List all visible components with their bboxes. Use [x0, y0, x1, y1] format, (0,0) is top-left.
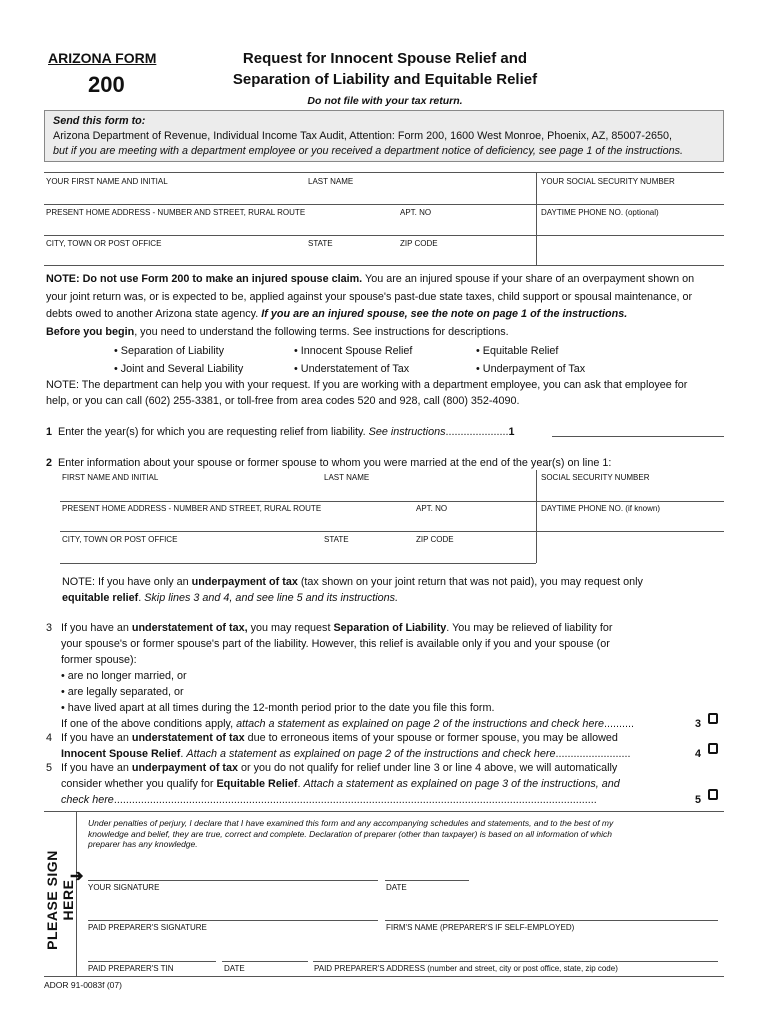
send-to-box — [44, 110, 724, 162]
term-item: • Understatement of Tax — [294, 363, 410, 375]
note-bold: NOTE: Do not use Form 200 to make an injured spouse claim. — [46, 273, 363, 285]
send-note: but if you are meeting with a department employee or you received a department notice of deficiency, see page 1 of the instructions. — [53, 145, 683, 157]
form-number: 200 — [88, 72, 125, 97]
section-divider — [44, 811, 724, 812]
ssn-field[interactable]: YOUR SOCIAL SECURITY NUMBER — [541, 177, 675, 186]
line-3-text: you may request — [247, 622, 334, 634]
term-item: • Innocent Spouse Relief — [294, 345, 413, 357]
perjury-statement — [88, 818, 724, 850]
term-item: • Joint and Several Liability — [114, 363, 244, 375]
line-number: 2 — [46, 457, 53, 469]
send-heading: Send this form to: — [53, 115, 146, 127]
line-5 — [61, 760, 701, 808]
term-item: • Separation of Liability — [114, 345, 225, 357]
before-you-begin: Before you begin — [46, 325, 135, 338]
last-name-field[interactable]: LAST NAME — [308, 177, 354, 186]
section-divider — [44, 976, 724, 977]
line-1 — [46, 424, 546, 440]
injured-spouse-note — [46, 271, 736, 341]
first-name-field[interactable]: YOUR FIRST NAME AND INITIAL — [46, 177, 168, 186]
spouse-ssn-field[interactable]: SOCIAL SECURITY NUMBER — [541, 473, 650, 482]
line-1-italic: See instructions — [368, 426, 446, 438]
line-3-text: If you have an — [61, 622, 132, 634]
date-line[interactable] — [385, 880, 469, 881]
date-line[interactable] — [222, 961, 308, 962]
form-subtitle: Do not file with your tax return. — [307, 95, 463, 107]
grid-line — [60, 563, 536, 564]
before-text: , you need to understand the following terms. See instructions for descriptions. — [134, 325, 509, 338]
grid-line — [44, 204, 724, 205]
line-5-text: If you have an — [61, 762, 132, 774]
line-2 — [46, 455, 736, 471]
condition-item: • are legally separated, or — [61, 686, 184, 698]
ptin-line[interactable] — [88, 961, 216, 962]
spouse-zip-field[interactable]: ZIP CODE — [416, 535, 454, 544]
leader-dots: ................................................................................................................................................................. — [113, 794, 597, 806]
address-field[interactable]: PRESENT HOME ADDRESS - NUMBER AND STREET, RURAL ROUTE — [46, 208, 306, 217]
line-3-text: . You may be relieved of liability for — [446, 622, 613, 634]
your-signature-label: YOUR SIGNATURE — [88, 883, 160, 892]
date-label: DATE — [224, 964, 245, 973]
line-4-bold: understatement of tax — [131, 732, 245, 744]
help-line: help, or you can call (602) 255-3381, or toll-free from area codes 520 and 928, call (800) 352-4090. — [46, 395, 520, 407]
grid-divider — [536, 172, 537, 265]
perjury-line: Under penalties of perjury, I declare that I have examined this form and any accompanying schedules and statements, and to the best of my — [88, 818, 614, 828]
note-italic: Skip lines 3 and 4, and see line 5 and its instructions. — [144, 592, 399, 604]
your-signature-line[interactable] — [88, 880, 378, 881]
grid-line — [44, 235, 724, 236]
line-4-checkbox[interactable] — [708, 743, 718, 754]
state-field[interactable]: STATE — [308, 239, 333, 248]
spouse-first-name-field[interactable]: FIRST NAME AND INITIAL — [62, 473, 159, 482]
line-ref: 1 — [508, 426, 515, 438]
zip-field[interactable]: ZIP CODE — [400, 239, 438, 248]
line-4-text: due to erroneous items of your spouse or former spouse, you may be allowed — [244, 732, 618, 744]
line-number: 3 — [46, 622, 53, 634]
perjury-line: knowledge and belief, they are true, correct and complete. Declaration of preparer (other than taxpayer) is based on all information of which — [88, 828, 612, 839]
underpayment-note — [62, 574, 722, 606]
line-ref: 5 — [695, 794, 702, 806]
line-4-italic: Attach a statement as explained on page 2 of the instructions and check here — [186, 748, 556, 760]
note-text: You are an injured spouse if your share of an overpayment shown on — [362, 273, 695, 285]
note-text: . — [138, 592, 145, 604]
leader-dots: ..................... — [445, 426, 509, 438]
line-3-bold: understatement of tax, — [131, 622, 248, 634]
grid-line — [60, 501, 724, 502]
term-item: • Underpayment of Tax — [476, 363, 586, 375]
line-4-bold: Innocent Spouse Relief — [61, 748, 181, 760]
arrow-icon: ➔ — [70, 868, 84, 885]
line-5-italic: check here — [61, 794, 114, 806]
note-text: NOTE: If you have only an — [62, 576, 192, 588]
send-address: Arizona Department of Revenue, Individual Income Tax Audit, Attention: Form 200, 1600 West Monroe, Phoenix, AZ, 85007-2650, — [53, 130, 672, 142]
date-label: DATE — [386, 883, 407, 892]
form-code: ADOR 91-0083f (07) — [44, 980, 122, 990]
perjury-line: preparer has any knowledge. — [88, 839, 198, 849]
note-text: debts owed to another Arizona state agency. — [46, 308, 262, 320]
preparer-signature-label: PAID PREPARER'S SIGNATURE — [88, 923, 207, 932]
phone-field[interactable]: DAYTIME PHONE NO. (optional) — [541, 208, 659, 217]
apt-field[interactable]: APT. NO — [400, 208, 432, 217]
help-note — [46, 377, 736, 409]
line-5-italic: Attach a statement as explained on page 3 of the instructions, and — [303, 778, 620, 790]
line-number: 4 — [46, 732, 53, 744]
line-3-text: former spouse): — [61, 654, 137, 666]
leader-dots: ......................... — [555, 748, 631, 760]
title-line-2: Separation of Liability and Equitable Relief — [232, 71, 538, 88]
spouse-phone-field[interactable]: DAYTIME PHONE NO. (if known) — [541, 504, 660, 513]
grid-divider — [536, 470, 537, 563]
line-4-text: . — [180, 748, 187, 760]
line-number: 5 — [46, 762, 53, 774]
grid-line — [44, 172, 724, 173]
condition-item: • have lived apart at all times during the 12-month period prior to the date you file this form. — [61, 702, 495, 714]
sign-here-text: PLEASE SIGN HERE — [44, 850, 76, 950]
sign-divider — [76, 811, 77, 976]
title-line-1: Request for Innocent Spouse Relief and — [242, 50, 528, 67]
line-3-text: If one of the above conditions apply, — [61, 718, 237, 730]
line-3 — [61, 620, 701, 732]
preparer-address-label: PAID PREPARER'S ADDRESS (number and street, city or post office, state, zip code) — [314, 964, 618, 973]
line-ref: 4 — [695, 748, 702, 760]
line-3-bold: Separation of Liability — [333, 622, 447, 634]
ptin-label: PAID PREPARER'S TIN — [88, 964, 174, 973]
line-3-checkbox[interactable] — [708, 713, 718, 724]
line-5-text: consider whether you qualify for — [61, 778, 217, 790]
line-2-text: Enter information about your spouse or former spouse to whom you were married at the end of the year(s) on line 1: — [58, 457, 612, 469]
city-field[interactable]: CITY, TOWN OR POST OFFICE — [46, 239, 162, 248]
line-5-text: or you do not qualify for relief under line 3 or line 4 above, we will automatically — [238, 762, 618, 774]
term-item: • Equitable Relief — [476, 345, 559, 357]
line-5-bold: Equitable Relief — [216, 778, 298, 790]
note-text: your joint return was, or is expected to be, applied against your spouse's past-due state taxes, child support or spousal maintenance, or — [46, 290, 693, 303]
firm-name-label: FIRM'S NAME (PREPARER'S IF SELF-EMPLOYED) — [386, 923, 575, 932]
line-5-bold: underpayment of tax — [131, 762, 239, 774]
note-bold: underpayment of tax — [191, 576, 298, 588]
line-3-italic: attach a statement as explained on page 2 of the instructions and check here — [236, 718, 605, 730]
line-1-text: Enter the year(s) for which you are requesting relief from liability. — [58, 426, 369, 438]
preparer-address-line[interactable] — [313, 961, 718, 962]
note-italic: If you are an injured spouse, see the note on page 1 of the instructions. — [261, 308, 628, 320]
condition-item: • are no longer married, or — [61, 670, 187, 682]
spouse-city-field[interactable]: CITY, TOWN OR POST OFFICE — [62, 535, 178, 544]
preparer-signature-line[interactable] — [88, 920, 378, 921]
grid-line — [60, 531, 724, 532]
line-5-text: . — [297, 778, 304, 790]
form-label: ARIZONA FORM — [48, 50, 157, 66]
note-bold: equitable relief — [62, 592, 139, 604]
firm-name-line[interactable] — [385, 920, 718, 921]
spouse-address-field[interactable]: PRESENT HOME ADDRESS - NUMBER AND STREET, RURAL ROUTE — [62, 504, 322, 513]
help-line: NOTE: The department can help you with your request. If you are working with a department employee, you can ask that employee for — [46, 379, 688, 391]
spouse-state-field[interactable]: STATE — [324, 535, 349, 544]
grid-line — [44, 265, 724, 266]
sign-side-label — [44, 818, 76, 970]
line-number: 1 — [46, 426, 53, 438]
line-ref: 3 — [695, 718, 702, 730]
spouse-apt-field[interactable]: APT. NO — [416, 504, 448, 513]
leader-dots: .......... — [604, 718, 635, 730]
form-title — [200, 48, 570, 90]
line-4 — [61, 730, 701, 762]
line-4-text: If you have an — [61, 732, 132, 744]
line-3-text: your spouse's or former spouse's part of the liability. However, this relief is available only if you and your spouse (or — [61, 638, 610, 650]
line-5-checkbox[interactable] — [708, 789, 718, 800]
note-text: (tax shown on your joint return that was not paid), you may request only — [297, 576, 643, 588]
spouse-last-name-field[interactable]: LAST NAME — [324, 473, 370, 482]
year-input-line[interactable] — [552, 436, 724, 437]
